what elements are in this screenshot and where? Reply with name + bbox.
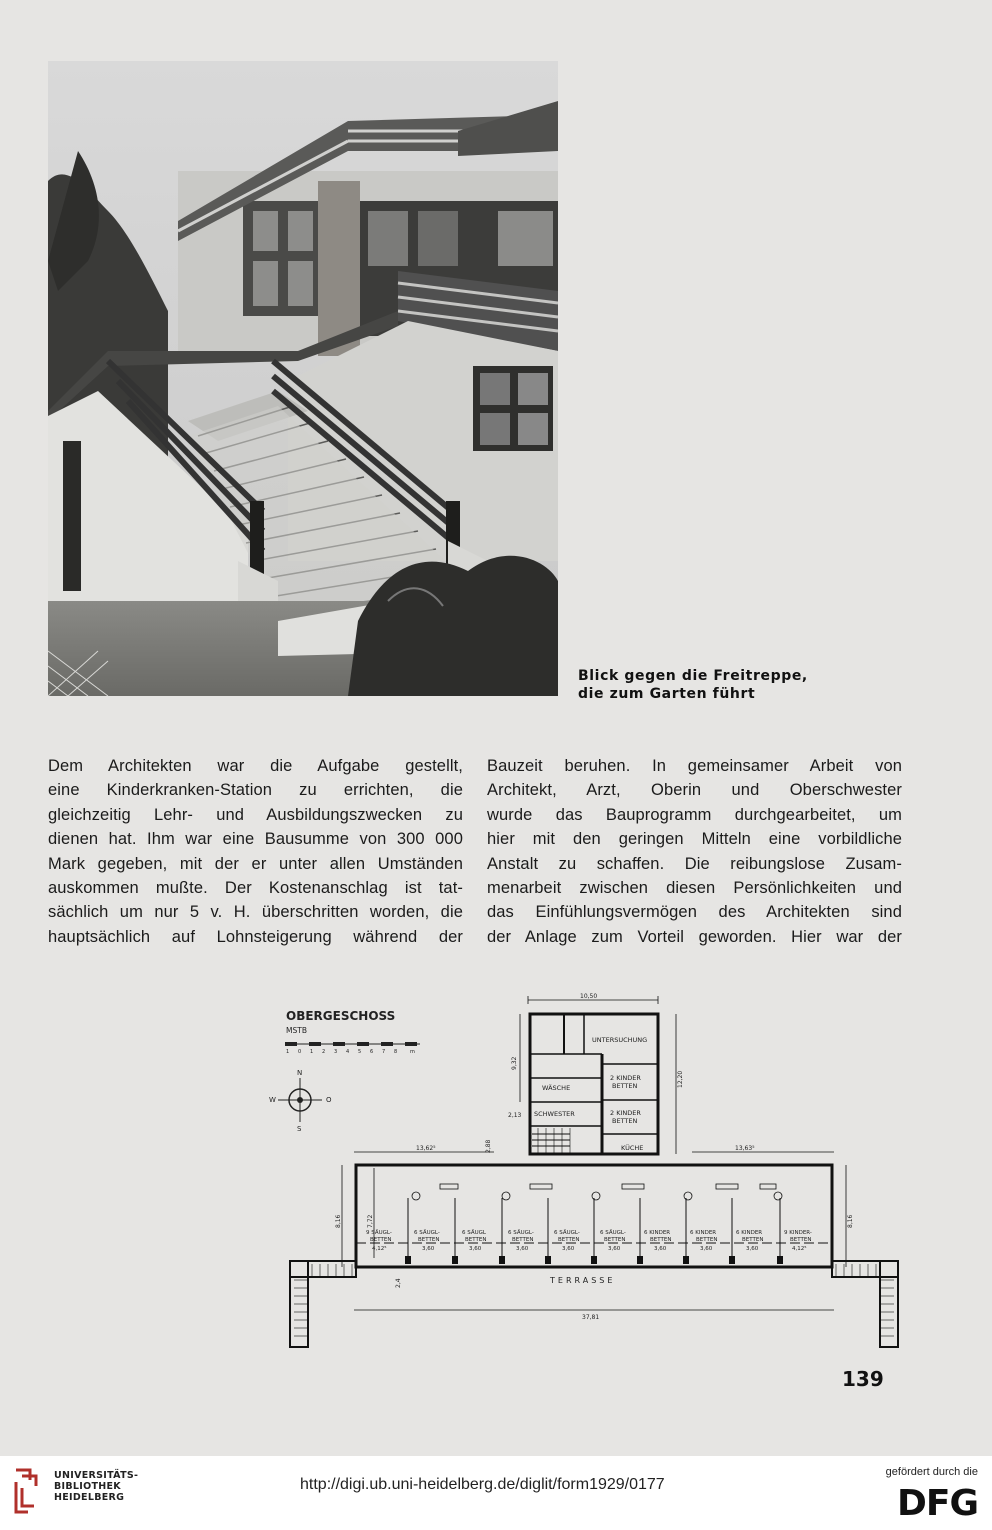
text-line: auskommen mußte. Der Kostenanschlag ist tat- (48, 879, 463, 898)
compass-n: N (297, 1069, 303, 1077)
scale-tick: 1 (310, 1049, 314, 1055)
ward-label: 6 SÄUGL- (508, 1230, 534, 1236)
scale-tick: 3 (334, 1049, 338, 1055)
dfg-logo: DFG (896, 1483, 978, 1524)
scale-tick: 1 (286, 1049, 290, 1055)
body-text-left-column (48, 754, 463, 949)
library-name-line: BIBLIOTHEK (54, 1481, 121, 1492)
annex-block (520, 996, 676, 1154)
room-betten-2: BETTEN (612, 1117, 638, 1125)
text-line: das Einfühlungsvermögen des Architekten sind (487, 903, 902, 922)
dim-annex-left: 9,32 (511, 1056, 518, 1070)
scale-tick: 8 (394, 1049, 398, 1055)
dim-ward-depth: 7,72 (367, 1214, 374, 1228)
ward-dim: 3,60 (562, 1246, 575, 1252)
room-kinder-2: 2 KINDER (610, 1109, 641, 1117)
library-name (54, 1470, 138, 1503)
dim-annex-step: 2,13 (508, 1112, 522, 1119)
dim-terrace-depth: 2,4 (395, 1278, 402, 1288)
ward-label: BETTEN (650, 1237, 672, 1243)
room-waesche: WÄSCHE (542, 1084, 571, 1092)
scale-tick: 5 (358, 1049, 362, 1055)
dim-top: 10,50 (580, 993, 598, 1000)
text-line: eine Kinderkranken-Station zu errichten, die (48, 781, 463, 800)
room-kueche: KÜCHE (621, 1144, 644, 1152)
text-line: Bauzeit beruhen. In gemeinsamer Arbeit von (487, 757, 902, 775)
room-untersuchung: UNTERSUCHUNG (592, 1036, 648, 1044)
text-line: hauptsächlich auf Lohnsteigerung während der (48, 927, 463, 946)
photo-caption (578, 667, 808, 703)
scale-bar (285, 1042, 420, 1055)
ward-label: 6 SÄUGL (462, 1230, 486, 1236)
dim-annex-height: 12,20 (677, 1070, 684, 1088)
ward-dim: 3,60 (422, 1246, 435, 1252)
text-line: der Anlage zum Vorteil geworden. Hier war der (487, 927, 902, 946)
photo-staircase (48, 61, 558, 696)
ward-label: 6 SÄUGL- (414, 1230, 440, 1236)
dim-right-wing: 13,63⁵ (735, 1145, 755, 1152)
ward-dim: 4,12⁵ (372, 1246, 387, 1252)
dim-depth-left: 8,16 (335, 1214, 342, 1228)
columns (405, 1256, 783, 1264)
room-schwester: SCHWESTER (534, 1110, 575, 1118)
scale-tick: 0 (298, 1049, 302, 1055)
ward-label: 9 KINDER- (784, 1230, 812, 1236)
scale-tick: 4 (346, 1049, 350, 1055)
ward-label: BETTEN (790, 1237, 812, 1243)
library-name-line: HEIDELBERG (54, 1492, 125, 1503)
ward-label: 6 KINDER (644, 1230, 671, 1236)
text-line: hier mit den geringen Mitteln eine vorbildliche (487, 830, 902, 849)
compass-o: O (326, 1096, 332, 1104)
funded-by-label: gefördert durch die (885, 1466, 978, 1478)
ward-label: 6 KINDER (690, 1230, 717, 1236)
ward-label: 6 SÄUGL- (554, 1230, 580, 1236)
ward-label: BETTEN (696, 1237, 718, 1243)
ward-dim: 3,60 (654, 1246, 667, 1252)
dim-depth-right: 8,16 (847, 1214, 854, 1228)
ward-dim: 3,60 (516, 1246, 529, 1252)
ward-label: BETTEN (370, 1237, 392, 1243)
room-betten-1: BETTEN (612, 1082, 638, 1090)
plan-title: OBERGESCHOSS (286, 1009, 396, 1023)
text-line: dienen hat. Ihm war eine Bausumme von 300 000 (48, 830, 463, 849)
text-line: menarbeit zwischen diesen Persönlichkeiten und (487, 879, 902, 898)
ward-label: BETTEN (742, 1237, 764, 1243)
footer-bar (0, 1456, 992, 1530)
text-line: Architekt, Arzt, Oberin und Oberschwester (487, 781, 902, 800)
dim-annex-h2: 2,88 (485, 1139, 492, 1153)
room-terrasse: TERRASSE (550, 1276, 616, 1285)
ward-dim: 3,60 (469, 1246, 482, 1252)
text-line: Anstalt zu schaffen. Die reibungslose Zusam- (487, 854, 902, 873)
ward-dim: 3,60 (700, 1246, 713, 1252)
text-line: Dem Architekten war die Aufgabe gestellt, (48, 757, 463, 775)
dim-left-wing: 13,62⁵ (416, 1145, 436, 1152)
page-number: 139 (842, 1367, 884, 1391)
compass-icon (269, 1069, 332, 1133)
source-url-link[interactable]: http://digi.ub.uni-heidelberg.de/diglit/form1929/0177 (300, 1476, 665, 1493)
plan-scale-label: MSTB (286, 1026, 307, 1035)
ward-label: 9 SÄUGL- (366, 1230, 392, 1236)
scale-tick: 2 (322, 1049, 326, 1055)
caption-line-2: die zum Garten führt (578, 686, 756, 702)
ward-label: BETTEN (465, 1237, 487, 1243)
scale-tick: 6 (370, 1049, 374, 1055)
library-name-line: UNIVERSITÄTS- (54, 1470, 139, 1481)
text-line: sächlich um nur 5 v. H. überschritten worden, die (48, 903, 463, 922)
text-line: wurde das Bauprogramm durchgearbeitet, um (487, 805, 902, 824)
ward-labels (366, 1229, 812, 1252)
dim-total: 37,81 (582, 1314, 600, 1321)
ward-label: 6 KINDER (736, 1230, 763, 1236)
text-line: gleichzeitig Lehr- und Ausbildungszwecken zu (48, 805, 463, 824)
library-logo-icon (12, 1466, 50, 1518)
photo-illustration (48, 61, 558, 696)
ward-dim: 3,60 (746, 1246, 759, 1252)
stair-treads (294, 1264, 894, 1336)
ward-label: BETTEN (604, 1237, 626, 1243)
ward-label: BETTEN (418, 1237, 440, 1243)
room-kinder-1: 2 KINDER (610, 1074, 641, 1082)
ward-dim: 3,60 (608, 1246, 621, 1252)
scale-tick: m (410, 1049, 415, 1055)
floor-plan-obergeschoss (250, 988, 910, 1350)
ward-label: BETTEN (558, 1237, 580, 1243)
ward-dim: 4,12⁵ (792, 1246, 807, 1252)
compass-s: S (297, 1125, 302, 1133)
caption-line-1: Blick gegen die Freitreppe, (578, 668, 808, 684)
compass-w: W (269, 1096, 276, 1104)
text-line: Mark gegeben, mit der er unter allen Umständen (48, 854, 463, 873)
scale-tick: 7 (382, 1049, 386, 1055)
body-text-right-column (487, 754, 902, 949)
ward-label: 6 SÄUGL- (600, 1230, 626, 1236)
ward-label: BETTEN (512, 1237, 534, 1243)
